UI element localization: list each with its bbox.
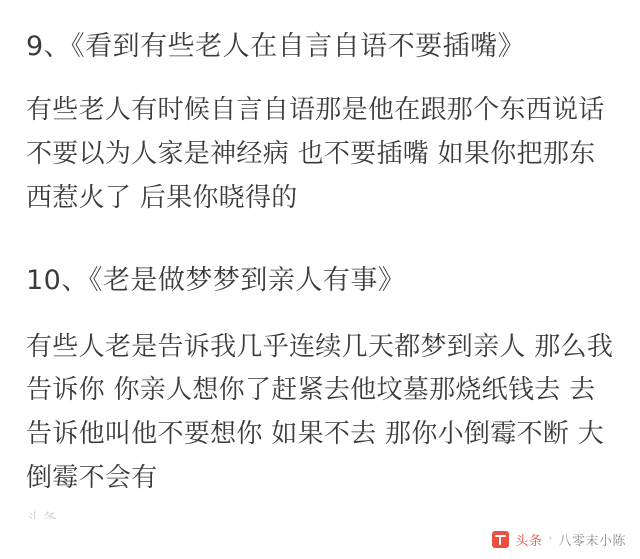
footer-platform-label: 头条 xyxy=(515,533,543,549)
footer-bar xyxy=(0,519,640,559)
footer-author-name: 八零末小陈 xyxy=(558,533,626,549)
toutiao-logo-icon xyxy=(492,531,509,548)
footer-brand xyxy=(492,530,626,549)
section-heading-10: 10、《老是做梦梦到亲人有事》 xyxy=(26,265,406,297)
footer-separator: · xyxy=(548,531,553,547)
section-body-10: 有些人老是告诉我几乎连续几天都梦到亲人 那么我告诉你 你亲人想你了赶紧去他坟墓那烧纸钱去 去告诉他叫他不要想你 如果不去 那你小倒霉不断 大倒霉不会有 xyxy=(26,331,614,493)
section-body-9: 有些老人有时候自言自语那是他在跟那个东西说话 不要以为人家是神经病 也不要插嘴 如果你把那东西惹火了 后果你晓得的 xyxy=(26,95,605,213)
section-heading-9: 9、《看到有些老人在自言自语不要插嘴》 xyxy=(26,31,526,62)
